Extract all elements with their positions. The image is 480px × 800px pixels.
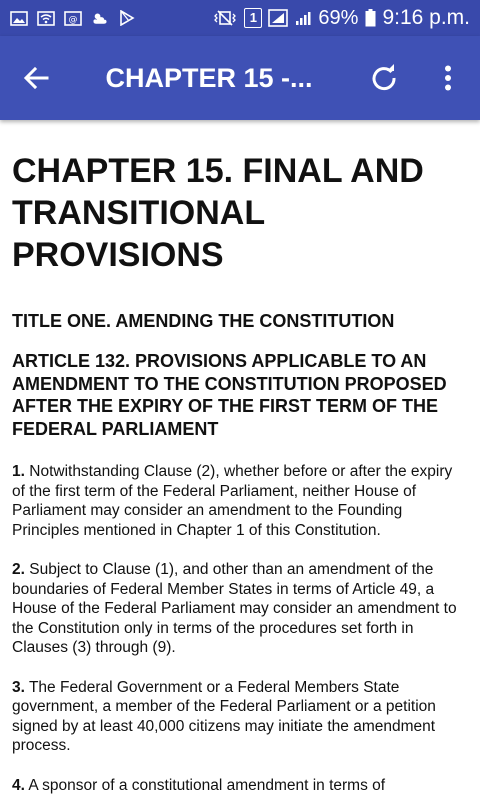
more-options-button[interactable]	[416, 36, 480, 120]
app-bar	[0, 36, 480, 120]
title-heading: TITLE ONE. AMENDING THE CONSTITUTION	[12, 311, 395, 331]
paragraph-text: The Federal Government or a Federal Members State government, a member of the Federal Parliament or a petition signed by at least 40,000 citizens may initiate the amendment process.	[12, 678, 436, 754]
paragraph-text: A sponsor of a constitutional amendment in terms of	[28, 776, 386, 794]
paragraph-number: 4.	[12, 776, 25, 794]
chapter-title: CHAPTER 15. FINAL AND TRANSITIONAL PROVISIONS	[12, 152, 424, 274]
back-button[interactable]	[0, 36, 72, 120]
more-vert-icon	[444, 65, 452, 91]
vibrate-icon	[212, 10, 238, 26]
paragraph-text: Subject to Clause (1), and other than an amendment of the boundaries of Federal Member States in terms of Article 49, a House of the Federal Parliament may consider an amendment to the Constitution only in terms of the procedures set forth in Clauses (3) through (9).	[12, 561, 457, 656]
status-bar	[0, 0, 480, 36]
paragraph	[12, 560, 468, 658]
play-store-icon	[118, 10, 136, 26]
paragraph-text: Notwithstanding Clause (2), whether before or after the expiry of the first term of the Federal Parliament, neither House of Parliament may consider an amendment to the Founding Principles mentioned in Chapter 1 of this Constitution.	[12, 463, 453, 539]
clock: 9:16 p.m.	[382, 6, 470, 29]
arrow-back-icon	[23, 66, 49, 90]
paragraph-number: 2.	[12, 561, 25, 578]
refresh-icon	[370, 64, 398, 92]
battery-percent: 69%	[318, 6, 359, 29]
paragraph-number: 1.	[12, 463, 25, 480]
image-icon	[10, 10, 28, 26]
article-heading: ARTICLE 132. PROVISIONS APPLICABLE TO AN AMENDMENT TO THE CONSTITUTION PROPOSED AFTER THE EXPIRY OF THE FIRST TERM OF THE FEDERAL PARLIAMENT	[12, 351, 447, 439]
document-content	[12, 150, 468, 795]
weather-icon	[91, 10, 109, 26]
paragraph	[12, 462, 468, 540]
wifi-icon	[37, 10, 55, 26]
email-icon	[64, 10, 82, 26]
signal-icon	[294, 10, 312, 26]
sim-icon: 1	[244, 8, 262, 28]
refresh-button[interactable]	[352, 36, 416, 120]
paragraph	[12, 776, 468, 796]
svg-text:@: @	[68, 14, 78, 25]
battery-icon	[364, 10, 376, 26]
page-title: CHAPTER 15 -...	[105, 62, 313, 93]
paragraph	[12, 678, 468, 756]
signal-box-icon	[268, 10, 288, 26]
paragraph-number: 3.	[12, 678, 25, 696]
